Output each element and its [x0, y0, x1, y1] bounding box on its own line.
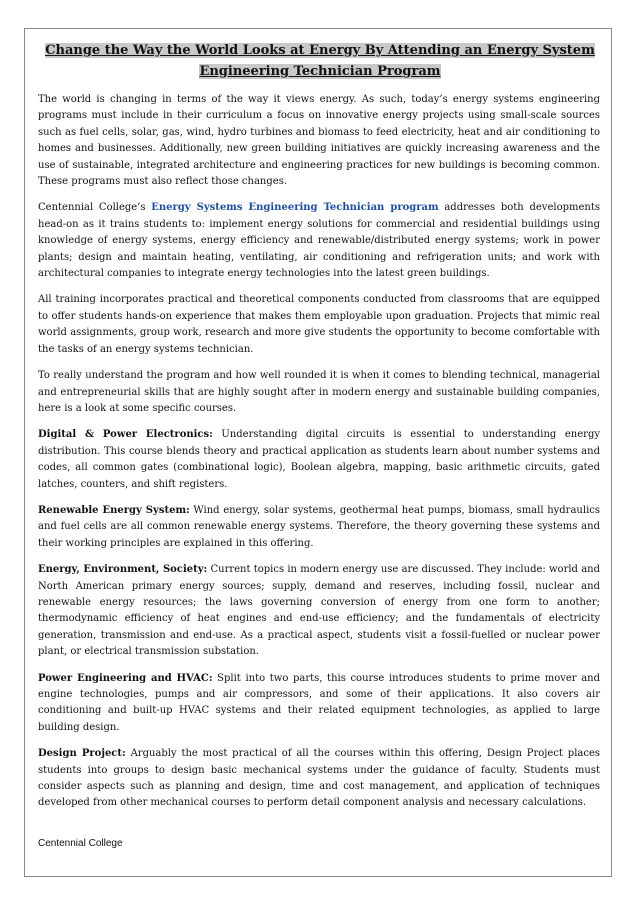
course-paragraph [38, 427, 600, 493]
intro-paragraph: The world is changing in terms of the way it views energy. As such, today’s energy systems engineering programs must include in their curriculum a focus on innovative energy projects using small-scale sources such as fuel cells, solar, gas, wind, hydro turbines and biomass to feed electricity, heat and air conditioning to homes and businesses. Additionally, new green building initiatives are quickly increasing awareness and the use of sustainable, integrated architecture and engineering practices for new buildings is becoming common. These programs must also reflect those changes. [38, 94, 600, 188]
program-paragraph-lead: Centennial College’s [38, 202, 152, 214]
course-name: Energy, Environment, Society: [38, 564, 208, 576]
courses-intro-paragraph: To really understand the program and how well rounded it is when it comes to blending technical, managerial and entrepreneurial skills that are highly sought after in modern energy and sustainable building companies, here is a look at some specific courses. [38, 370, 600, 414]
course-paragraph [38, 503, 600, 552]
course-name: Power Engineering and HVAC: [38, 672, 213, 684]
page-title [40, 40, 600, 82]
course-name: Renewable Energy System: [38, 504, 190, 516]
course-paragraph [38, 746, 600, 812]
course-paragraph [38, 562, 600, 660]
course-description: Wind energy, solar systems, geothermal heat pumps, biomass, small hydraulics and fuel cells are all common renewable energy systems. Therefore, the theory governing these systems and their working principles are explained in this offering. [38, 504, 600, 549]
course-name: Design Project: [38, 748, 126, 760]
document-body [38, 92, 600, 822]
course-description: Split into two parts, this course introduces students to prime mover and engine technologies, pumps and air compressors, and some of their applications. It also covers air conditioning and built-up HVAC systems and their related equipment technologies, as applied to large building design. [38, 672, 600, 733]
program-link[interactable]: Energy Systems Engineering Technician program [151, 202, 439, 214]
program-paragraph-rest: addresses both developments head-on as it trains students to: implement energy solutions for commercial and residential buildings using knowledge of energy systems, energy efficiency and renewable/distributed energy systems; work in power plants; design and maintain heating, ventilating, air conditioning and refrigeration units; and work with architectural companies to integrate energy technologies into the latest green buildings. [38, 202, 600, 280]
training-paragraph: All training incorporates practical and theoretical components conducted from classrooms that are equipped to offer students hands-on experience that makes them employable upon graduation. Projects that mimic real world assignments, group work, research and more give students the opportunity to become comfortable with the tasks of an energy systems technician. [38, 294, 600, 355]
page-footer: Centennial College [38, 838, 123, 849]
course-description: Current topics in modern energy use are discussed. They include: world and North American primary energy sources; supply, demand and reserves, including fossil, nuclear and renewable energy resources; the laws governing conversion of energy from one form to another; thermodynamic efficiency of heat engines and end-use efficiency; and the fundamentals of electricity generation, transmission and end-use. As a practical aspect, students visit a fossil-fuelled or nuclear power plant, or electrical transmission substation. [38, 564, 600, 658]
course-description: Arguably the most practical of all the courses within this offering, Design Project places students into groups to design basic mechanical systems under the guidance of faculty. Students must consider aspects such as planning and design, time and cost management, and application of techniques developed from other mechanical courses to perform detail component analysis and necessary calculations. [38, 748, 600, 809]
program-paragraph [38, 200, 600, 282]
course-description: Understanding digital circuits is essential to understanding energy distribution. This course blends theory and practical application as students learn about number systems and codes, all common gates (combinational logic), Boolean algebra, mapping, basic arithmetic circuits, gated latches, counters, and shift registers. [38, 429, 600, 490]
course-name: Digital & Power Electronics: [38, 429, 213, 441]
title-line-1: Change the Way the World Looks at Energy By Attending an Energy System [45, 43, 595, 58]
course-paragraph [38, 671, 600, 737]
title-line-2: Engineering Technician Program [199, 64, 441, 79]
